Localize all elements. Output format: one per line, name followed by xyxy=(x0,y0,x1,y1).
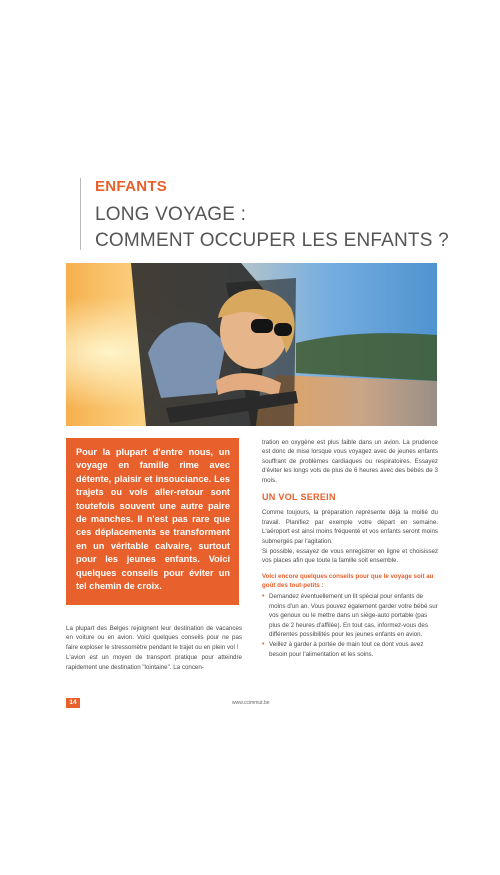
tips-list xyxy=(262,592,438,659)
list-item xyxy=(262,640,438,659)
article-title-line-1: LONG VOYAGE : xyxy=(95,204,247,225)
paragraph: La plupart des Belges rejoignent leur destination de vacances en voiture ou en avion. Voici quelques conseils pour ne pas faire exploser le stressomètre pendant le trajet ou en plein vol ! xyxy=(66,625,242,651)
paragraph: L'avion est un moyen de transport pratique pour atteindre rapidement une destination "lointaine". La concen- xyxy=(66,654,242,671)
section-heading: UN VOL SEREIN xyxy=(262,492,336,503)
article-title xyxy=(95,202,450,254)
page-footer xyxy=(66,698,438,710)
tips-intro: Voici encore quelques conseils pour que le voyage soit au goût des tout-petits : xyxy=(262,572,434,590)
bullet-icon: • xyxy=(262,641,265,649)
website-link[interactable]: www.ccimmut.be xyxy=(232,700,270,706)
paragraph: Comme toujours, la préparation représente déjà la moitié du travail. Planifiez par exemple votre départ en semaine. L'aéroport est ainsi moins fréquenté et vos enfants seront moins submergés par l'agitation. xyxy=(262,509,438,545)
article-title-line-2: COMMENT OCCUPER LES ENFANTS ? xyxy=(95,230,449,251)
article-header xyxy=(80,178,450,250)
page-number: 14 xyxy=(66,698,80,708)
hero-photo-child-in-car-window xyxy=(66,263,437,426)
tip-text: Veillez à garder à portée de main tout ce dont vous avez besoin pour l'alimentation et les soins. xyxy=(269,641,424,658)
paragraph: tration en oxygène est plus faible dans un avion. La prudence est donc de mise lorsque vous voyagez avec de jeunes enfants souffrant de problèmes cardiaques ou respiratoires. Essayez d'éviter les longs vols de plus de 6 heures avec des bébés de 3 mois. xyxy=(262,439,438,484)
right-column xyxy=(262,438,438,660)
bullet-icon: • xyxy=(262,593,265,601)
list-item xyxy=(262,592,438,639)
hero-photo-illustration xyxy=(66,263,437,426)
paragraph: Si possible, essayez de vous enregistrer en ligne et choisissez vos places afin que toute la famille soit ensemble. xyxy=(262,548,438,565)
tip-text: Demandez éventuellement un lit spécial pour enfants de moins d'un an. Vous pouvez également garder votre bébé sur vos genoux ou le mettre dans un siège-auto portable (pas plus de 2 heures d'affilée). En tout cas, informez-vous des différentes possibilités pour les jeunes enfants en avion. xyxy=(269,593,438,638)
left-column xyxy=(66,624,242,673)
intro-highlight-box: Pour la plupart d'entre nous, un voyage en famille rime avec détente, plaisir et insouciance. Les trajets ou vols aller-retour sont toutefois souvent une autre paire de manches. Il n'est pas rare que ces déplacements se transforment en un véritable calvaire, surtout pour les jeunes enfants. Voici quelques conseils pour éviter un tel chemin de croix. xyxy=(66,438,239,605)
article-category: ENFANTS xyxy=(95,178,168,195)
